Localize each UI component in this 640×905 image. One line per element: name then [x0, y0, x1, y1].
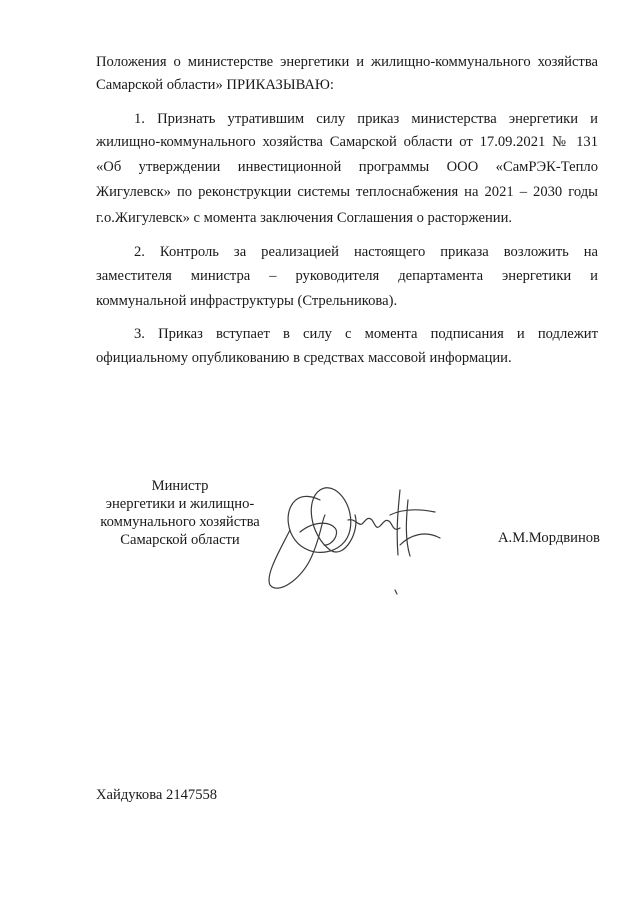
item1-line-3: «Об утверждении инвестиционной программы ООО «СамРЭК-Тепло [96, 159, 598, 175]
intro-line-1: Положения о министерстве энергетики и жилищно-коммунального хозяйства [96, 54, 598, 70]
item2-line-2: заместителя министра – руководителя департамента энергетики и [96, 268, 598, 284]
intro-line-2: Самарской области» ПРИКАЗЫВАЮ: [96, 77, 334, 93]
item2-line-1: 2. Контроль за реализацией настоящего приказа возложить на [134, 244, 598, 260]
executor-note: Хайдукова 2147558 [96, 787, 218, 803]
item1-line-1: 1. Признать утратившим силу приказ министерства энергетики и [134, 111, 598, 127]
item2-line-3: коммунальной инфраструктуры (Стрельникова). [96, 293, 398, 309]
signer-title-1: Министр [151, 478, 209, 494]
signer-title-2: энергетики и жилищно- [105, 496, 255, 512]
signer-title-4: Самарской области [120, 532, 240, 548]
handwritten-signature [250, 460, 450, 600]
signer-title-3: коммунального хозяйства [100, 514, 260, 530]
item1-line-2: жилищно-коммунального хозяйства Самарской области от 17.09.2021 № 131 [96, 134, 598, 150]
item1-line-4: Жигулевск» по реконструкции системы теплоснабжения на 2021 – 2030 годы [96, 184, 598, 200]
item3-line-2: официальному опубликованию в средствах массовой информации. [96, 350, 512, 366]
item1-line-5: г.о.Жигулевск» с момента заключения Соглашения о расторжении. [96, 210, 513, 226]
signer-name: А.М.Мордвинов [498, 530, 600, 546]
item3-line-1: 3. Приказ вступает в силу с момента подписания и подлежит [134, 326, 598, 342]
